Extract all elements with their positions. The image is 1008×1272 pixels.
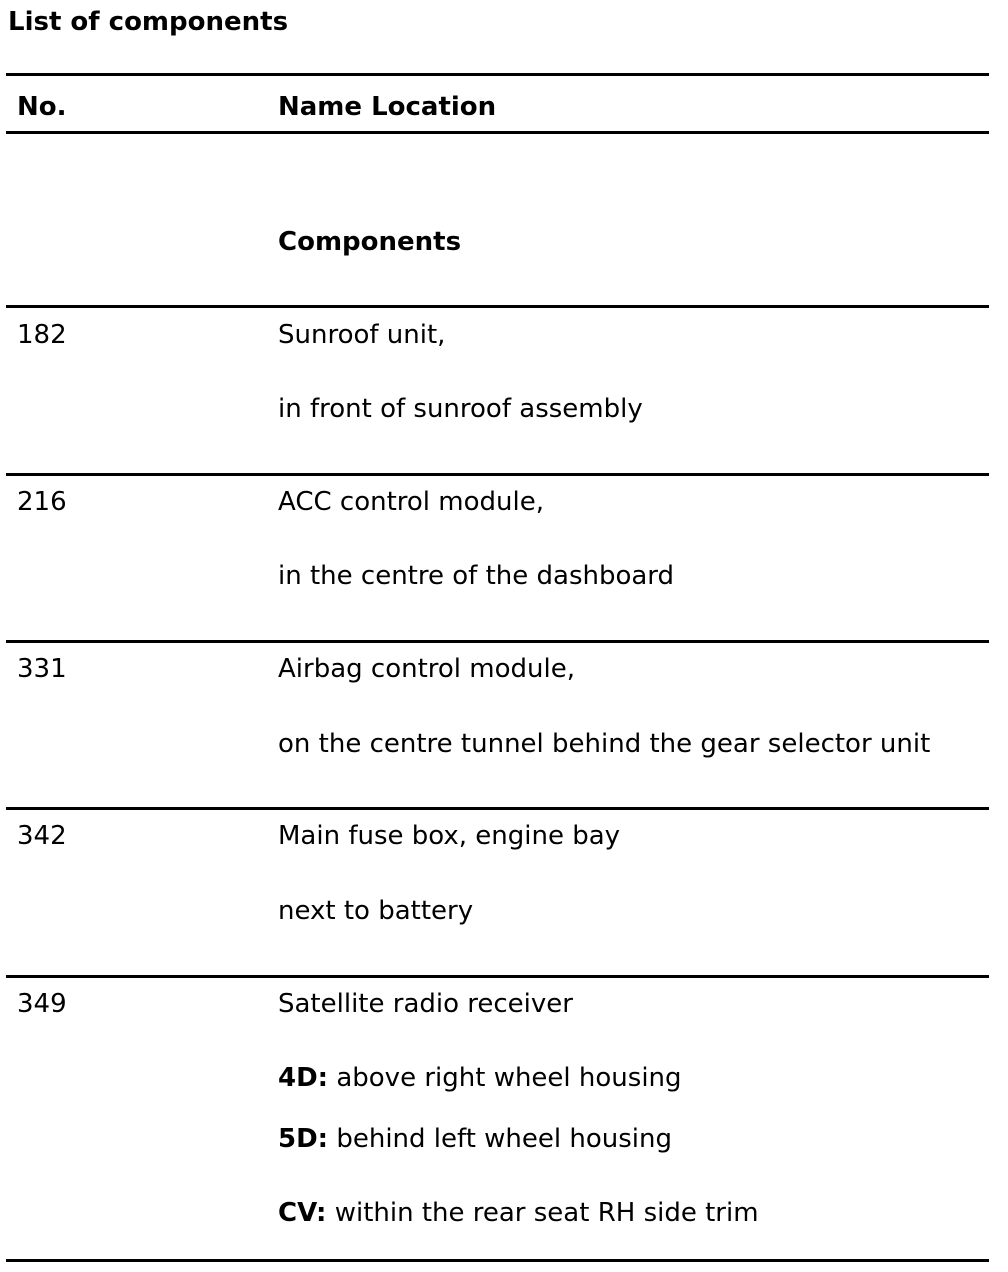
- row-number: 331: [17, 654, 67, 684]
- column-header-name-location: Name Location: [278, 92, 497, 122]
- row-divider: [6, 807, 989, 810]
- row-number: 216: [17, 487, 67, 517]
- row-divider: [6, 640, 989, 643]
- component-location: in front of sunroof assembly: [278, 394, 643, 424]
- location-variant-cv: [278, 1197, 759, 1229]
- component-name: Satellite radio receiver: [278, 989, 573, 1019]
- table-bottom-rule: [6, 1259, 989, 1262]
- component-name: Main fuse box, engine bay: [278, 821, 621, 851]
- variant-label: 5D:: [278, 1124, 329, 1154]
- row-number: 342: [17, 821, 67, 851]
- row-number: 182: [17, 320, 67, 350]
- variant-label: CV:: [278, 1198, 327, 1228]
- page-title: List of components: [8, 7, 289, 37]
- variant-text: within the rear seat RH side trim: [326, 1198, 759, 1228]
- column-header-no: No.: [17, 92, 67, 122]
- component-name: ACC control module,: [278, 487, 544, 517]
- component-name: Airbag control module,: [278, 654, 575, 684]
- variant-label: 4D:: [278, 1063, 329, 1093]
- variant-text: above right wheel housing: [328, 1063, 682, 1093]
- header-bottom-rule: [6, 131, 989, 134]
- row-divider: [6, 975, 989, 978]
- component-location: on the centre tunnel behind the gear selector unit: [278, 729, 931, 759]
- row-divider: [6, 305, 989, 308]
- row-number: 349: [17, 989, 67, 1019]
- component-name: Sunroof unit,: [278, 320, 446, 350]
- location-variant-4d: [278, 1062, 682, 1094]
- variant-text: behind left wheel housing: [328, 1124, 673, 1154]
- component-location: next to battery: [278, 896, 474, 926]
- component-location: in the centre of the dashboard: [278, 561, 675, 591]
- row-divider: [6, 473, 989, 476]
- table-top-rule: [6, 73, 989, 76]
- section-heading: Components: [278, 227, 462, 257]
- location-variant-5d: [278, 1123, 672, 1155]
